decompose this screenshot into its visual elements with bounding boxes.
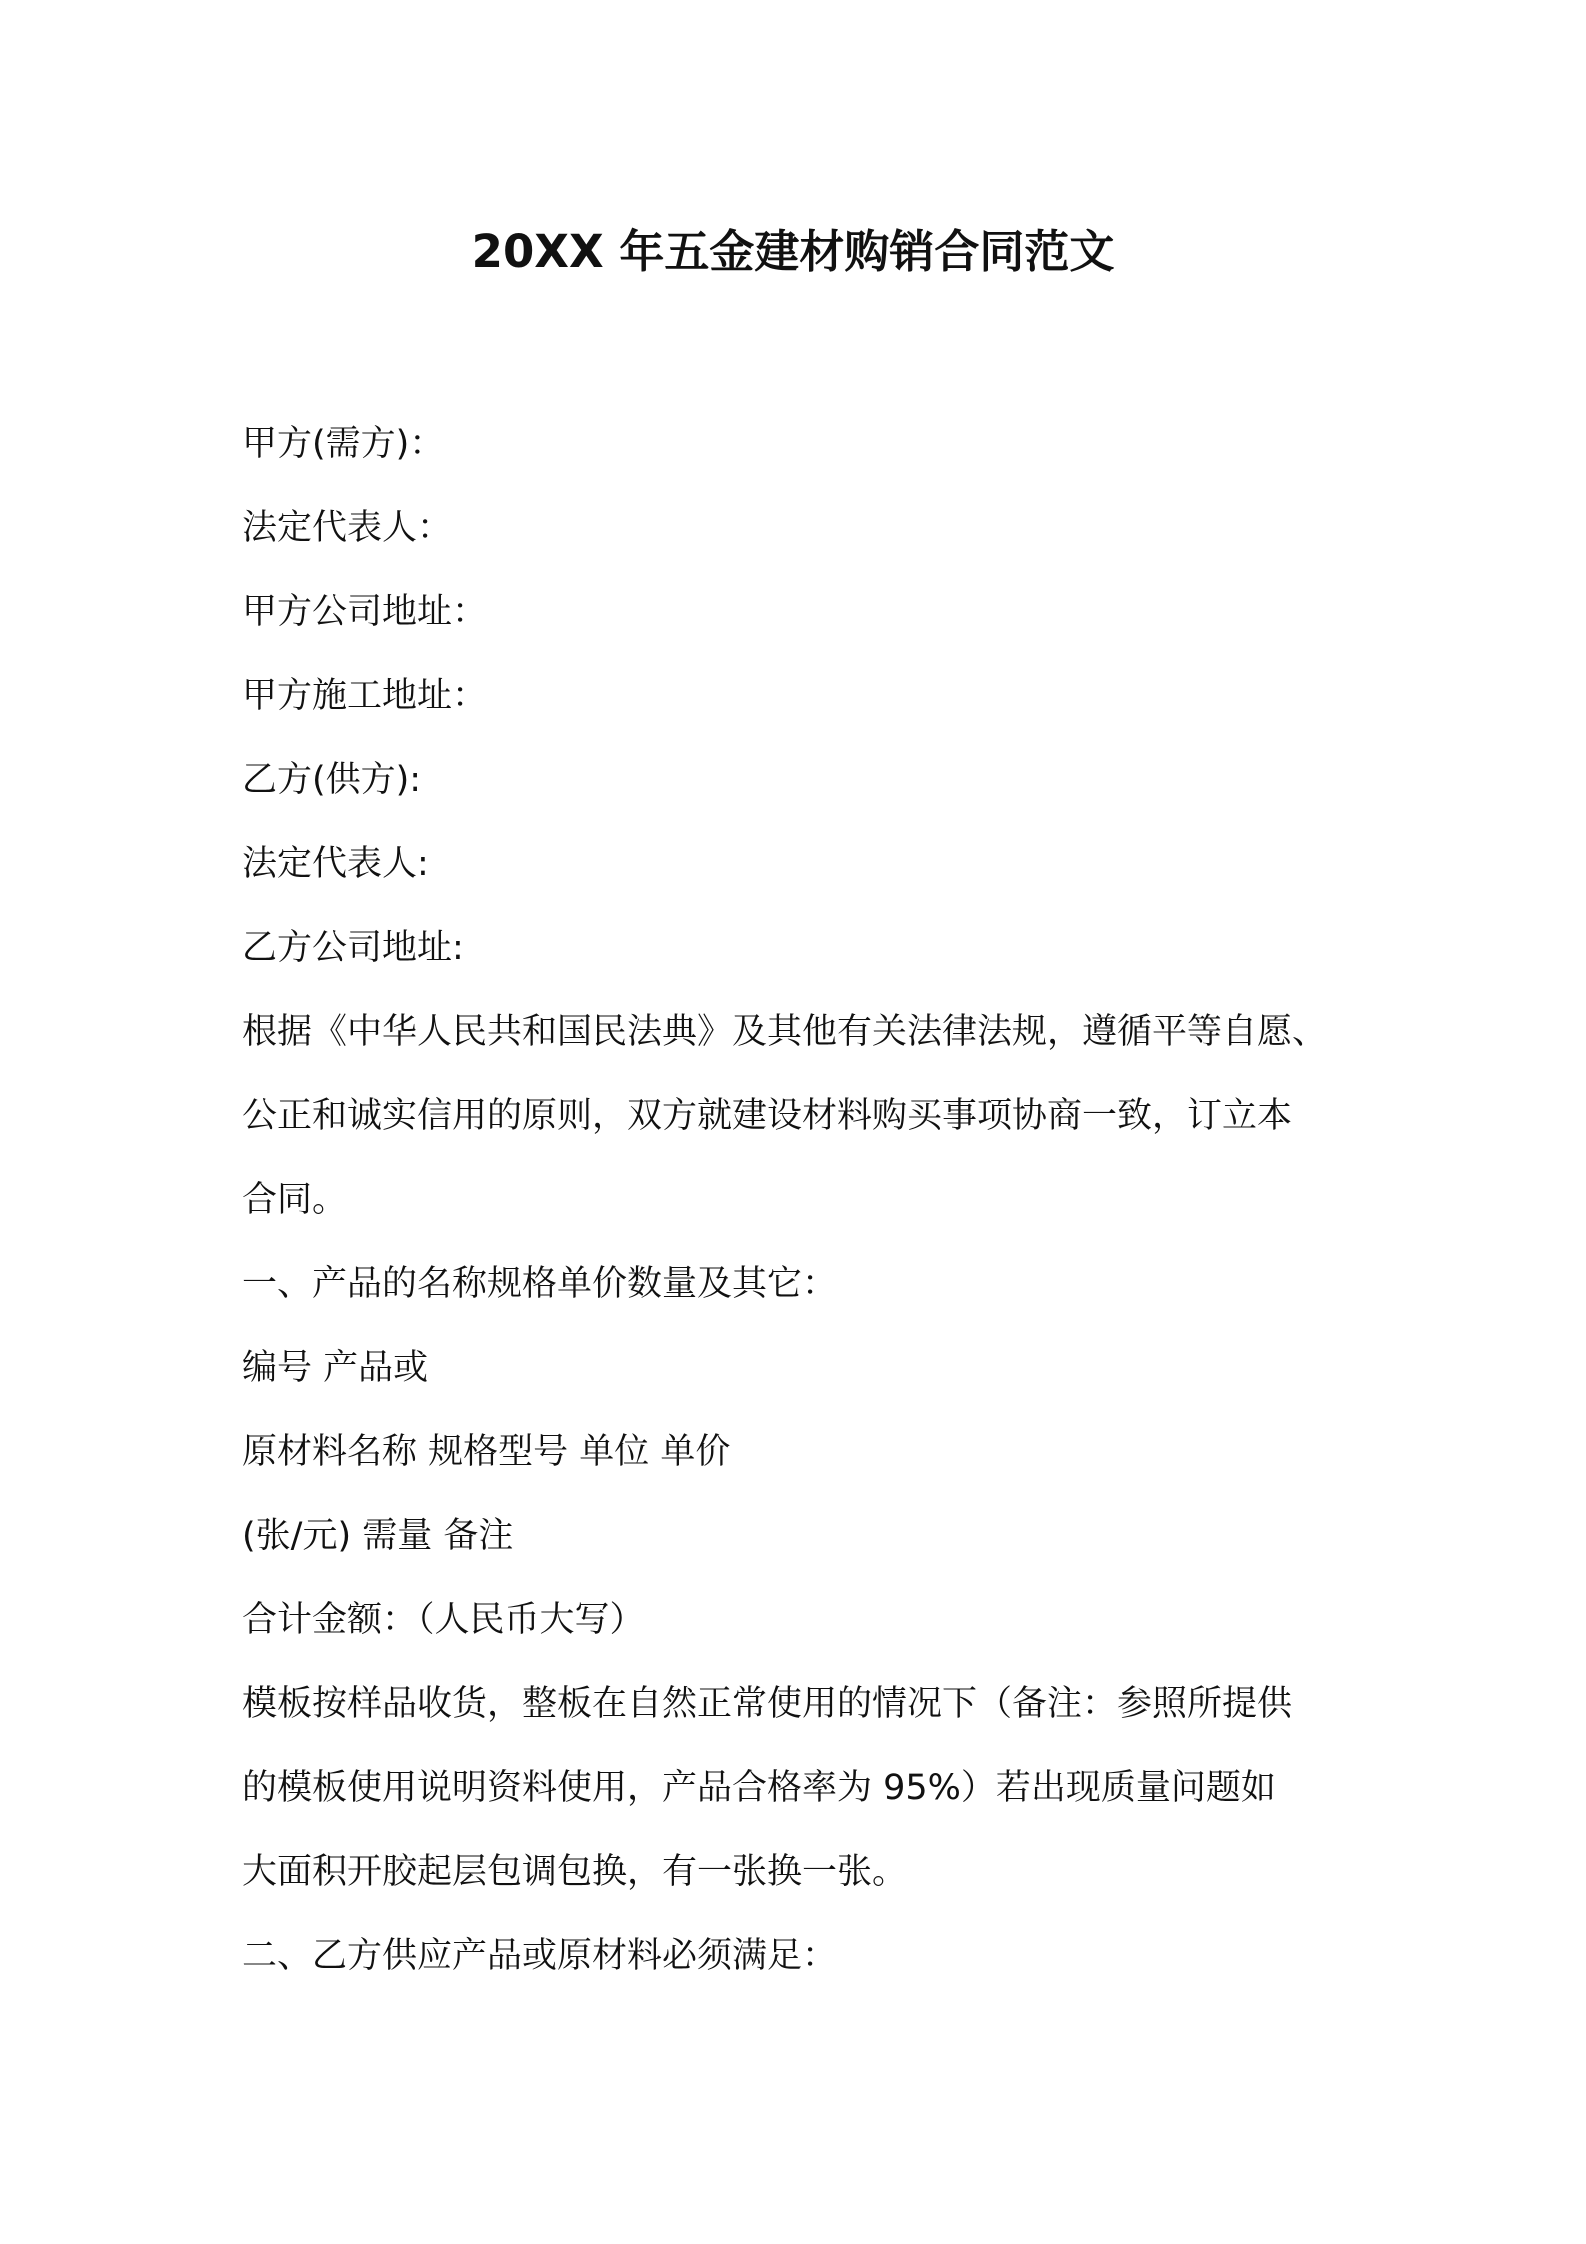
quality-clause-line-1: 模板按样品收货，整板在自然正常使用的情况下（备注：参照所提供 bbox=[242, 1684, 1293, 1724]
section-1-heading: 一、产品的名称规格单价数量及其它： bbox=[242, 1264, 838, 1304]
party-a-line: 甲方(需方)： bbox=[242, 424, 445, 464]
table-header-line-3: (张/元) 需量 备注 bbox=[242, 1516, 514, 1556]
table-header-line-1: 编号 产品或 bbox=[242, 1348, 429, 1388]
party-b-legal-rep-line: 法定代表人: bbox=[242, 844, 429, 884]
party-a-company-address-line: 甲方公司地址： bbox=[242, 592, 488, 632]
quality-clause-line-2: 的模板使用说明资料使用，产品合格率为 95%）若出现质量问题如 bbox=[242, 1768, 1276, 1808]
party-b-company-address-line: 乙方公司地址: bbox=[242, 928, 464, 968]
document-body bbox=[242, 402, 1362, 1998]
section-2-heading: 二、乙方供应产品或原材料必须满足： bbox=[242, 1936, 838, 1976]
party-b-line: 乙方(供方): bbox=[242, 760, 422, 800]
total-amount-line: 合计金额：（人民币大写） bbox=[242, 1600, 645, 1640]
preamble-line-2: 公正和诚实信用的原则，双方就建设材料购买事项协商一致，订立本 bbox=[242, 1096, 1293, 1136]
party-a-legal-rep-line: 法定代表人： bbox=[242, 508, 453, 548]
party-a-site-address-line: 甲方施工地址： bbox=[242, 676, 488, 716]
preamble-line-1: 根据《中华人民共和国民法典》及其他有关法律法规，遵循平等自愿、 bbox=[242, 1012, 1328, 1052]
document-title: 20XX 年五金建材购销合同范文 bbox=[471, 225, 1115, 278]
preamble-line-3: 合同。 bbox=[242, 1180, 348, 1220]
quality-clause-line-3: 大面积开胶起层包调包换，有一张换一张。 bbox=[242, 1852, 908, 1892]
table-header-line-2: 原材料名称 规格型号 单位 单价 bbox=[242, 1432, 731, 1472]
